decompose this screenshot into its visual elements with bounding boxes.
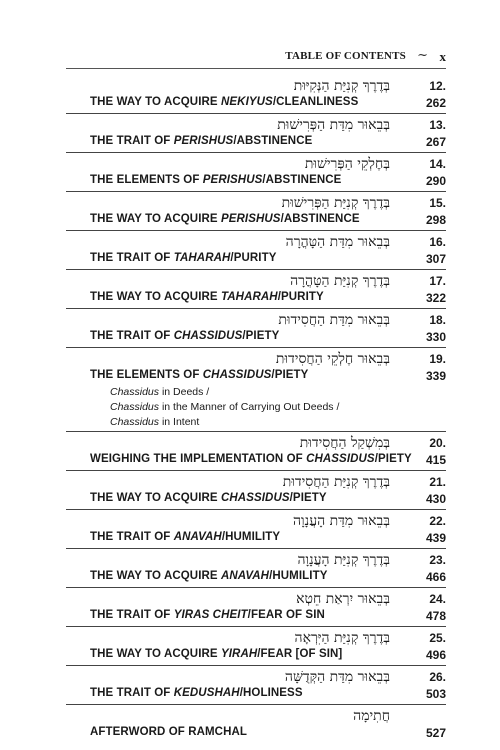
english-title <box>90 687 303 699</box>
chapter-number: 13. <box>429 118 446 132</box>
running-header <box>66 48 446 68</box>
chapter-number: 22. <box>429 514 446 528</box>
entry-divider <box>66 347 446 348</box>
english-title-term: KEDUSHAH <box>173 687 240 699</box>
chapter-number: 24. <box>429 592 446 606</box>
english-title <box>90 609 325 621</box>
toc-entry[interactable] <box>66 195 446 231</box>
english-title <box>90 291 324 303</box>
entry-divider <box>66 230 446 231</box>
english-title-prefix: THE TRAIT OF <box>90 330 174 342</box>
english-title-prefix: THE TRAIT OF <box>90 252 174 264</box>
hebrew-line <box>66 78 446 96</box>
english-title-suffix: /ABSTINENCE <box>262 174 342 186</box>
subsection-item <box>110 415 446 430</box>
chapter-number: 16. <box>429 235 446 249</box>
toc-list <box>66 78 446 742</box>
page-number: 307 <box>425 252 446 266</box>
english-title-prefix: THE WAY TO ACQUIRE <box>90 570 221 582</box>
english-title-suffix: /FEAR [OF SIN] <box>257 648 343 660</box>
english-title-suffix: /PURITY <box>277 291 324 303</box>
toc-entry[interactable] <box>66 630 446 666</box>
hebrew-line <box>66 591 446 609</box>
english-title-term: CHASSIDUS <box>173 330 243 342</box>
english-title-prefix: THE ELEMENTS OF <box>90 174 203 186</box>
toc-entry[interactable] <box>66 513 446 549</box>
toc-entry[interactable] <box>66 708 446 742</box>
entry-divider <box>66 269 446 270</box>
chapter-number: 26. <box>429 670 446 684</box>
toc-entry[interactable] <box>66 312 446 348</box>
english-title <box>90 726 247 738</box>
chapter-number: 14. <box>429 157 446 171</box>
hebrew-line <box>66 351 446 369</box>
hebrew-line <box>66 513 446 531</box>
chapter-number: 15. <box>429 196 446 210</box>
english-title-prefix: THE TRAIT OF <box>90 687 174 699</box>
english-title-term: PERISHUS <box>220 213 281 225</box>
english-title-suffix: /PIETY <box>242 330 280 342</box>
toc-entry[interactable] <box>66 156 446 192</box>
english-line <box>66 453 446 469</box>
hebrew-line <box>66 117 446 135</box>
hebrew-title: בְּבֵאוּר יִרְאַת חֵטְא <box>296 591 390 607</box>
entry-divider <box>66 113 446 114</box>
hebrew-line <box>66 273 446 291</box>
english-title <box>90 369 308 381</box>
subsection-item <box>110 385 446 400</box>
entry-divider <box>66 587 446 588</box>
header-rule <box>66 68 446 69</box>
english-title-suffix: /HUMILITY <box>221 531 281 543</box>
english-title-suffix: /CLEANLINESS <box>272 96 359 108</box>
english-title-term: TAHARAH <box>173 252 231 264</box>
english-line <box>66 609 446 625</box>
english-line <box>66 687 446 703</box>
english-title-term: PERISHUS <box>202 174 263 186</box>
header-page-number: x <box>439 49 446 64</box>
english-line <box>66 291 446 307</box>
hebrew-title: בְּדֶרֶךְ קְנִיַּת הַפְּרִישׁוּת <box>281 195 390 211</box>
toc-entry[interactable] <box>66 351 446 432</box>
english-title-suffix: /PURITY <box>230 252 277 264</box>
english-title-suffix: /HOLINESS <box>239 687 303 699</box>
hebrew-line <box>66 552 446 570</box>
english-title-prefix: THE TRAIT OF <box>90 135 174 147</box>
chapter-number: 25. <box>429 631 446 645</box>
english-title-suffix: /FEAR OF SIN <box>247 609 325 621</box>
english-line <box>66 174 446 190</box>
english-title-prefix: THE WAY TO ACQUIRE <box>90 492 221 504</box>
hebrew-title: בְּדֶרֶךְ קְנִיַּת הַחֲסִידוּת <box>282 474 390 490</box>
chapter-number: 18. <box>429 313 446 327</box>
entry-divider <box>66 431 446 432</box>
page-number: 439 <box>425 531 446 545</box>
hebrew-title: בְּמִשְׁקַל הַחֲסִידוּת <box>299 435 390 451</box>
english-line <box>66 570 446 586</box>
english-title-suffix: /ABSTINENCE <box>280 213 360 225</box>
subsection-term: Chassidus <box>110 416 160 428</box>
english-title-term: YIRAS CHEIT <box>173 609 248 621</box>
hebrew-line <box>66 234 446 252</box>
entry-divider <box>66 509 446 510</box>
english-title-term: NEKIYUS <box>220 96 273 108</box>
english-title-prefix: WEIGHING THE IMPLEMENTATION OF <box>90 453 307 465</box>
hebrew-title: בְּבֵאוּר מִדַּת הַחֲסִידוּת <box>278 312 390 328</box>
english-line <box>66 726 446 742</box>
english-title-term: YIRAH <box>220 648 258 660</box>
hebrew-title: בְּדֶרֶךְ קְנִיַּת הָעֲנָוָה <box>297 552 390 568</box>
toc-entry[interactable] <box>66 435 446 471</box>
chapter-number: 23. <box>429 553 446 567</box>
english-title-term: TAHARAH <box>220 291 278 303</box>
hebrew-title: בְּחֶלְקֵי הַפְּרִישׁוּת <box>304 156 390 172</box>
entry-divider <box>66 470 446 471</box>
english-title-prefix: THE TRAIT OF <box>90 531 174 543</box>
toc-entry[interactable] <box>66 552 446 588</box>
hebrew-line <box>66 630 446 648</box>
english-title-term: CHASSIDUS <box>306 453 375 465</box>
chapter-number: 12. <box>429 79 446 93</box>
english-title <box>90 135 312 147</box>
subsection-list <box>66 385 446 430</box>
entry-divider <box>66 191 446 192</box>
toc-entry[interactable] <box>66 234 446 270</box>
english-line <box>66 369 446 385</box>
english-line <box>66 213 446 229</box>
english-title-term: CHASSIDUS <box>220 492 290 504</box>
page-number: 330 <box>425 330 446 344</box>
english-title <box>90 492 327 504</box>
english-title-prefix: THE WAY TO ACQUIRE <box>90 96 221 108</box>
entry-divider <box>66 626 446 627</box>
page-number: 267 <box>425 135 446 149</box>
english-title-suffix: /ABSTINENCE <box>233 135 313 147</box>
toc-entry[interactable] <box>66 591 446 627</box>
toc-entry[interactable] <box>66 78 446 114</box>
english-title <box>90 213 360 225</box>
subsection-item <box>110 400 446 415</box>
hebrew-line <box>66 195 446 213</box>
entry-divider <box>66 704 446 705</box>
toc-entry[interactable] <box>66 117 446 153</box>
entry-divider <box>66 152 446 153</box>
hebrew-line <box>66 669 446 687</box>
hebrew-title: בְּבֵאוּר מִדַּת הַפְּרִישׁוּת <box>277 117 390 133</box>
english-line <box>66 96 446 112</box>
page-number: 339 <box>425 369 446 383</box>
toc-entry[interactable] <box>66 669 446 705</box>
chapter-number: 20. <box>429 436 446 450</box>
english-title-suffix: /HUMILITY <box>269 570 328 582</box>
english-title-term: CHASSIDUS <box>202 369 272 381</box>
page-number: 298 <box>425 213 446 227</box>
hebrew-title: חֲתִימָה <box>353 708 390 724</box>
english-title <box>90 570 327 582</box>
english-line <box>66 531 446 547</box>
hebrew-line <box>66 312 446 330</box>
subsection-text: in Intent <box>159 416 200 428</box>
page-number: 262 <box>425 96 446 110</box>
entry-divider <box>66 665 446 666</box>
page-number: 322 <box>425 291 446 305</box>
english-line <box>66 492 446 508</box>
english-title-prefix: THE WAY TO ACQUIRE <box>90 648 221 660</box>
english-title-prefix: THE ELEMENTS OF <box>90 369 203 381</box>
header-title: TABLE OF CONTENTS <box>285 50 406 62</box>
hebrew-title: בְּבֵאוּר מִדַּת הַטָּהֳרָה <box>285 234 390 250</box>
english-title-term: PERISHUS <box>173 135 234 147</box>
hebrew-title: בְּבֵאוּר חֶלְקֵי הַחֲסִידוּת <box>275 351 390 367</box>
page-number: 290 <box>425 174 446 188</box>
page-number: 466 <box>425 570 446 584</box>
english-title <box>90 330 279 342</box>
hebrew-title: בְּדֶרֶךְ קְנִיַּת הַטָּהֳרָה <box>290 273 390 289</box>
hebrew-line <box>66 474 446 492</box>
toc-entry[interactable] <box>66 474 446 510</box>
english-title-term: ANAVAH <box>173 531 222 543</box>
entry-divider <box>66 308 446 309</box>
english-title-prefix: THE TRAIT OF <box>90 609 174 621</box>
english-title <box>90 96 358 108</box>
subsection-text: in Deeds / <box>159 386 210 398</box>
ornament-icon: ~ <box>417 48 428 63</box>
english-title-suffix: /PIETY <box>289 492 327 504</box>
entry-divider <box>66 548 446 549</box>
hebrew-line <box>66 708 446 726</box>
page-number: 527 <box>425 726 446 740</box>
english-title-suffix: /PIETY <box>374 453 412 465</box>
hebrew-title: בְּדֶרֶךְ קְנִיַּת הַנְּקִיּוּת <box>293 78 390 94</box>
page-number: 496 <box>425 648 446 662</box>
page-number: 415 <box>425 453 446 467</box>
english-title <box>90 531 280 543</box>
subsection-term: Chassidus <box>110 386 160 398</box>
chapter-number: 19. <box>429 352 446 366</box>
subsection-term: Chassidus <box>110 401 160 413</box>
page-number: 478 <box>425 609 446 623</box>
subsection-text: in the Manner of Carrying Out Deeds / <box>159 401 340 413</box>
english-line <box>66 648 446 664</box>
hebrew-title: בְּבֵאוּר מִדַּת הָעֲנָוָה <box>293 513 390 529</box>
english-line <box>66 330 446 346</box>
hebrew-line <box>66 156 446 174</box>
page-number: 430 <box>425 492 446 506</box>
chapter-number: 21. <box>429 475 446 489</box>
english-title-prefix: THE WAY TO ACQUIRE <box>90 213 221 225</box>
toc-entry[interactable] <box>66 273 446 309</box>
english-line <box>66 135 446 151</box>
english-title-prefix: THE WAY TO ACQUIRE <box>90 291 221 303</box>
english-title-suffix: /PIETY <box>271 369 309 381</box>
english-title <box>90 252 277 264</box>
hebrew-line <box>66 435 446 453</box>
english-title <box>90 453 412 465</box>
hebrew-title: בְּדֶרֶךְ קְנִיַּת הַיִּרְאָה <box>294 630 390 646</box>
hebrew-title: בְּבֵאוּר מִדַּת הַקְּדֻשָּׁה <box>284 669 390 685</box>
english-line <box>66 252 446 268</box>
english-title-term: ANAVAH <box>220 570 270 582</box>
chapter-number: 17. <box>429 274 446 288</box>
english-title <box>90 648 342 660</box>
page-number: 503 <box>425 687 446 701</box>
english-title-prefix: AFTERWORD OF RAMCHAL <box>90 726 248 738</box>
english-title <box>90 174 341 186</box>
